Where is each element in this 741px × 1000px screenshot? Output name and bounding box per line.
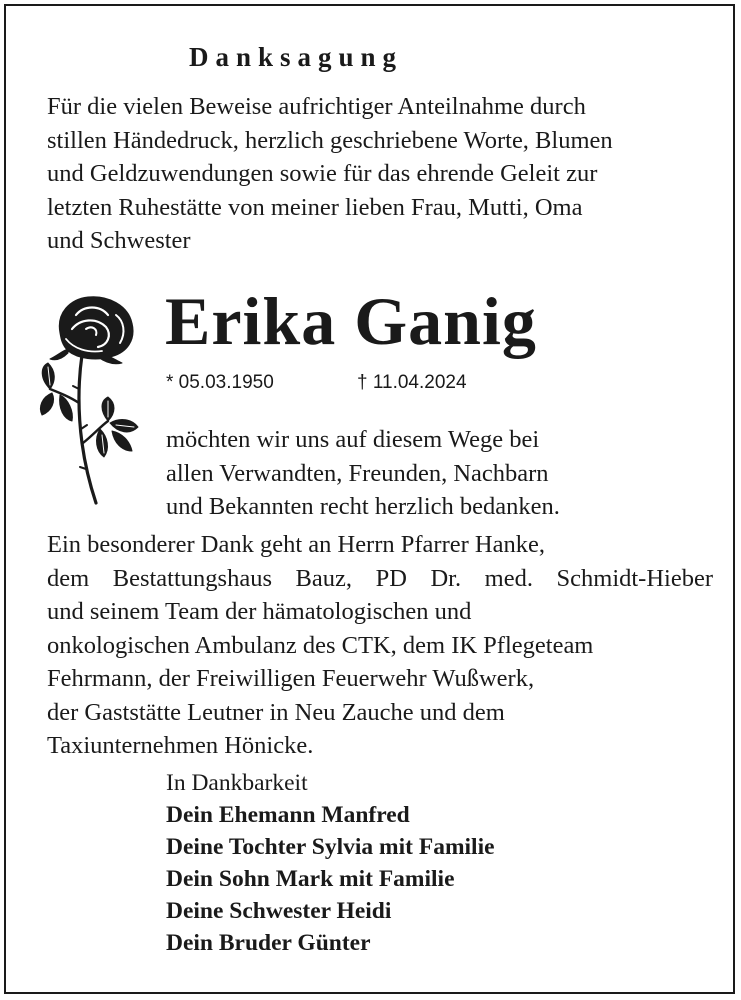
deceased-name: Erika Ganig [165,283,537,359]
signature: Dein Sohn Mark mit Familie [166,866,455,892]
intro-line: stillen Händedruck, herzlich geschriebene Worte, Blumen [47,126,613,154]
special-thanks-paragraph [47,528,713,763]
thanks-line: und Bekannten recht herzlich bedanken. [166,493,560,520]
special-thanks-line: Taxiunternehmen Hönicke. [47,732,314,759]
death-date: † 11.04.2024 [357,372,467,393]
signature: Dein Bruder Günter [166,930,371,956]
notice-heading: Danksagung [188,42,404,72]
special-thanks-line: dem Bestattungshaus Bauz, PD Dr. med. Schmidt-Hieber [47,564,713,592]
special-thanks-line: Ein besonderer Dank geht an Herrn Pfarrer Hanke, [47,531,545,558]
intro-line: und Schwester [47,227,191,254]
special-thanks-line: Fehrmann, der Freiwilligen Feuerwehr Wußwerk, [47,665,535,692]
signature: Deine Schwester Heidi [166,898,392,924]
thanks-line: möchten wir uns auf diesem Wege bei [166,426,540,453]
special-thanks-line: onkologischen Ambulanz des CTK, dem IK Pflegeteam [47,631,594,659]
birth-date: * 05.03.1950 [166,372,274,393]
signature: Dein Ehemann Manfred [166,802,410,828]
signoff-phrase: In Dankbarkeit [166,770,308,796]
intro-paragraph [47,90,613,258]
special-thanks-line: der Gaststätte Leutner in Neu Zauche und dem [47,698,505,726]
thanks-line: allen Verwandten, Freunden, Nachbarn [166,459,549,487]
rose-icon [38,293,140,506]
thanks-paragraph [166,423,560,524]
signature: Deine Tochter Sylvia mit Familie [166,834,495,860]
intro-line: Für die vielen Beweise aufrichtiger Anteilnahme durch [47,93,586,120]
special-thanks-line: und seinem Team der hämatologischen und [47,598,472,625]
intro-line: und Geldzuwendungen sowie für das ehrende Geleit zur [47,160,598,187]
signoff-block [166,767,495,959]
intro-line: letzten Ruhestätte von meiner lieben Frau, Mutti, Oma [47,193,583,221]
